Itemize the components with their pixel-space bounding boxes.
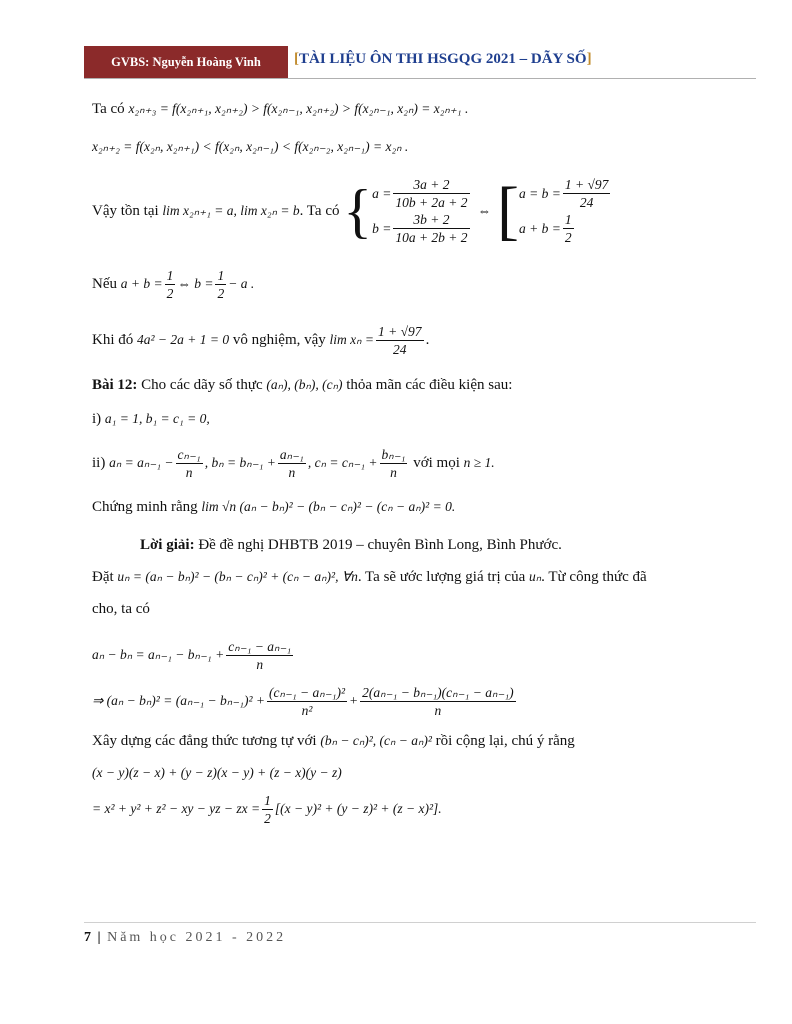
- math-expression: aₙ = aₙ₋₁ −: [109, 455, 174, 470]
- body-text: vô nghiệm, vậy: [232, 332, 326, 348]
- system-brace: {: [343, 178, 373, 244]
- body-text: rồi cộng lại, chú ý rằng: [435, 733, 575, 749]
- author-label: GVBS: Nguyễn Hoàng Vinh: [84, 46, 288, 78]
- fraction: $\frac{1}{2}$: [217, 267, 225, 301]
- fraction: $\frac{\text{(cₙ₋₁ − aₙ₋₁)²}}{\text{n²}}$: [268, 684, 346, 718]
- math-expression: − a .: [228, 276, 255, 291]
- fraction: $\frac{\text{aₙ₋₁}}{n}$: [279, 446, 304, 480]
- page-header: [84, 46, 756, 78]
- text-line: [140, 534, 562, 556]
- fraction: $\frac{3b + 2}{10a + 2b + 2}$: [395, 212, 468, 245]
- title-bracket-close: ]: [586, 51, 592, 67]
- math-expression: (aₙ), (bₙ), (cₙ): [266, 377, 343, 392]
- math-expression: (bₙ − cₙ)², (cₙ − aₙ)²: [320, 733, 432, 748]
- body-text: Đặt: [92, 569, 114, 585]
- fraction: $\frac{1}{2}$: [264, 792, 271, 826]
- math-expression: 4a² − 2a + 1 = 0: [137, 332, 230, 347]
- text-line: [92, 168, 612, 254]
- body-text: . Ta có: [299, 203, 340, 219]
- math-expression: [(x − y)² + (y − z)² + (z − x)²].: [274, 801, 442, 816]
- body-text: .: [425, 332, 430, 348]
- body-text: Vậy tồn tại: [92, 203, 159, 219]
- footer-separator: |: [97, 930, 101, 945]
- fraction: $\frac{\text{2(aₙ₋₁ − bₙ₋₁)(cₙ₋₁ − aₙ₋₁)}}{n}$: [362, 684, 514, 718]
- math-expression: a = b =: [519, 185, 561, 201]
- body-text: . Từ công thức đã: [541, 569, 647, 585]
- text-line: [92, 408, 210, 430]
- body-text: cho, ta có: [92, 601, 150, 617]
- body-text: Khi đó: [92, 332, 134, 348]
- text-line: [92, 566, 647, 588]
- document-title: [294, 51, 592, 68]
- math-expression: aₙ − bₙ = aₙ₋₁ − bₙ₋₁ +: [92, 647, 225, 662]
- text-line: [92, 98, 468, 120]
- body-text: với mọi: [413, 455, 460, 471]
- list-marker: i): [92, 411, 102, 427]
- body-text: Ta có: [92, 101, 125, 117]
- header-divider: [84, 78, 756, 79]
- text-line: [92, 496, 455, 518]
- title-text: TÀI LIỆU ÔN THI HSGQG 2021 – DÃY SỐ: [299, 51, 587, 67]
- fraction: $\frac{1 + √97}{24}$: [378, 323, 422, 357]
- fraction: $\frac{1}{2}$: [564, 212, 572, 245]
- math-expression: x₂ₙ₊₂ = f(x₂ₙ, x₂ₙ₊₁) < f(x₂ₙ, x₂ₙ₋₁) < f(x₂ₙ₋₂, x₂ₙ₋₁) = x₂ₙ .: [92, 139, 409, 154]
- equivalence-arrow: ⇔: [477, 203, 492, 218]
- math-expression: +: [349, 693, 359, 708]
- math-expression: , bₙ = bₙ₋₁ +: [204, 455, 276, 470]
- body-text: Cho các dãy số thực: [141, 377, 263, 393]
- math-expression: lim √n (aₙ − bₙ)² − (bₙ − cₙ)² − (cₙ − aₙ)² = 0.: [201, 499, 456, 514]
- footer-text: [84, 930, 756, 946]
- equation-system: [372, 176, 471, 246]
- text-line: [92, 262, 254, 306]
- math-expression: x₂ₙ₊₃ = f(x₂ₙ₊₁, x₂ₙ₊₂) > f(x₂ₙ₋₁, x₂ₙ₊₂) > f(x₂ₙ₋₁, x₂ₙ) = x₂ₙ₊₁ .: [128, 101, 469, 116]
- fraction: $\frac{3a + 2}{10b + 2a + 2}$: [395, 177, 468, 210]
- fraction: $\frac{1 + √97}{24}$: [564, 177, 609, 210]
- footer-divider: [84, 922, 756, 923]
- math-expression: a + b =: [519, 220, 561, 236]
- page-footer: [84, 930, 756, 946]
- text-line: [92, 786, 442, 832]
- body-text: . Ta sẽ ước lượng giá trị của: [357, 569, 526, 585]
- text-line: [92, 678, 518, 724]
- math-expression: a =: [372, 185, 392, 201]
- text-line: [92, 762, 342, 784]
- body-text: Đề đề nghị DHBTB 2019 – chuyên Bình Long, Bình Phước.: [198, 537, 562, 553]
- math-expression: (x − y)(z − x) + (y − z)(x − y) + (z − x)(y − z): [92, 765, 342, 780]
- problem-label: Bài 12:: [92, 377, 138, 393]
- math-expression: b =: [372, 220, 392, 236]
- system-bracket: [: [497, 174, 520, 247]
- math-expression: lim xₙ =: [329, 332, 375, 347]
- body-text: Nếu: [92, 276, 117, 292]
- title-bracket-open: [: [294, 51, 299, 67]
- text-line: [92, 136, 408, 158]
- page-number: 7: [84, 930, 91, 945]
- fraction: $\frac{\text{bₙ₋₁}}{n}$: [381, 446, 406, 480]
- list-marker: ii): [92, 455, 106, 471]
- body-text: Xây dựng các đẳng thức tương tự với: [92, 733, 317, 749]
- text-line: [92, 598, 150, 620]
- body-text: thỏa mãn các điều kiện sau:: [346, 377, 513, 393]
- body-text: Chứng minh rằng: [92, 499, 198, 515]
- text-line: [92, 374, 512, 396]
- math-expression: n ≥ 1.: [463, 455, 495, 470]
- solution-label: Lời giải:: [140, 537, 195, 553]
- math-expression: lim x₂ₙ₊₁ = a, lim x₂ₙ = b: [162, 203, 300, 218]
- text-line: [92, 318, 429, 362]
- text-line: [92, 730, 575, 752]
- math-expression: ⇔ b =: [177, 276, 214, 291]
- fraction: $\frac{\text{cₙ₋₁}}{n}$: [177, 446, 201, 480]
- text-line: [92, 632, 295, 678]
- fraction: $\frac{1}{2}$: [166, 267, 174, 301]
- math-expression: a₁ = 1, b₁ = c₁ = 0,: [104, 411, 210, 426]
- math-expression: uₙ: [529, 569, 542, 584]
- school-year: Năm học 2021 - 2022: [107, 930, 287, 945]
- math-expression: ⇒ (aₙ − bₙ)² = (aₙ₋₁ − bₙ₋₁)² +: [92, 693, 265, 708]
- text-line: [92, 440, 495, 486]
- math-expression: a + b =: [120, 276, 163, 291]
- fraction: $\frac{\text{cₙ₋₁ − aₙ₋₁}}{n}$: [228, 638, 292, 672]
- solution-set: [519, 176, 612, 246]
- math-expression: uₙ = (aₙ − bₙ)² − (bₙ − cₙ)² + (cₙ − aₙ)², ∀n: [117, 569, 358, 584]
- math-expression: = x² + y² + z² − xy − yz − zx =: [92, 801, 261, 816]
- math-expression: , cₙ = cₙ₋₁ +: [307, 455, 378, 470]
